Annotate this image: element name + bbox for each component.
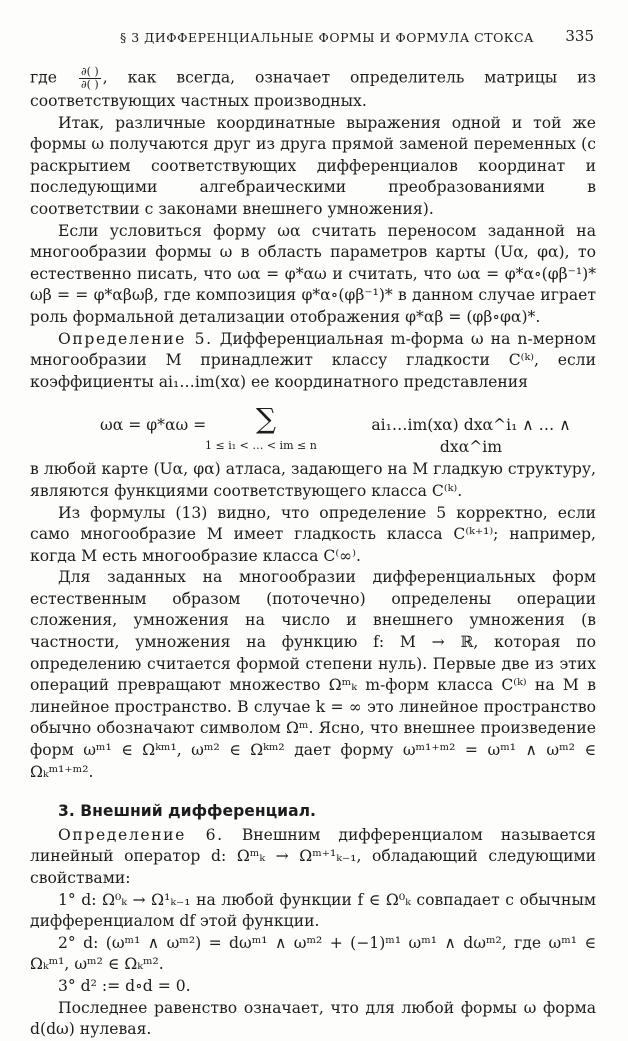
coordinate-formula: ωα = φ*αω = ∑ 1 ≤ i₁ < … < im ≤ n ai₁…im(xα) dxα^i₁ ∧ … ∧ dxα^im <box>100 402 571 456</box>
definition-6: Определение 6. Внешним дифференциалом называется линейный оператор d: Ωᵐₖ → Ωᵐ⁺¹ₖ₋₁, обладающий следующими свойствами: <box>30 825 596 887</box>
paragraph-4: в любой карте (Uα, φα) атласа, задающего на M гладкую структуру, являются функциями соответствующего класса C⁽ᵏ⁾. <box>30 460 596 500</box>
property-2: 2° d: (ωᵐ¹ ∧ ωᵐ²) = dωᵐ¹ ∧ ωᵐ² + (−1)ᵐ¹ ωᵐ¹ ∧ dωᵐ², где ωᵐ¹ ∈ Ωₖᵐ¹, ωᵐ² ∈ Ωₖᵐ². <box>30 933 596 974</box>
paragraph-7: Последнее равенство означает, что для любой формы ω форма d(dω) нулевая. <box>30 998 596 1039</box>
paragraph-1: где $\frac{\partial( )}{\partial( )}$ , как всегда, означает определитель матрицы из соответствующих частных производных. <box>30 65 596 110</box>
page-number: 335 <box>565 27 594 45</box>
section-title: 3. Внешний дифференциал. <box>58 802 316 821</box>
property-1: 1° d: Ω⁰ₖ → Ω¹ₖ₋₁ на любой функции f ∈ Ω⁰ₖ совпадает с обычным дифференциалом df этой функции. <box>30 890 596 931</box>
paragraph-6: Для заданных на многообразии дифференциальных форм естественным образом (поточечно) определены операции сложения, умножения на число и внешнего умножения (в частности, умножения на функцию f: M → ℝ, которая по определению считается формой степени нуль). Первые две из этих операций превращают множество Ωᵐₖ m-форм класса C⁽ᵏ⁾ на M в линейное пространство. В случае k = ∞ это линейное пространство обычно обозначают символом Ωᵐ. Ясно, что внешнее произведение форм ωᵐ¹ ∈ Ωᵏᵐ¹, ωᵐ² ∈ Ωᵏᵐ² дает форму ωᵐ¹⁺ᵐ² = ωᵐ¹ ∧ ωᵐ² ∈ Ωₖᵐ¹⁺ᵐ². <box>30 568 596 781</box>
paragraph-2: Итак, различные координатные выражения одной и той же формы ω получаются друг из друга прямой заменой переменных (с раскрытием соответствующих дифференциалов координат и последующими алгебраическими преобразованиями в соответствии с законами внешнего умножения). <box>30 113 596 218</box>
sum-sign: ∑ <box>256 402 276 436</box>
paragraph-5: Из формулы (13) видно, что определение 5 корректно, если само многообразие M имеет гладкость класса C⁽ᵏ⁺¹⁾; например, когда M есть многообразие класса C⁽∞⁾. <box>30 503 596 565</box>
definition-5: Определение 5. Дифференциальная m-форма ω на n-мерном многообразии M принадлежит классу гладкости C⁽ᵏ⁾, если коэффициенты ai₁…im(xα) ее координатного представления <box>30 329 596 391</box>
jacobian-fraction: $\frac{\partial( )}{\partial( )}$ <box>80 65 99 91</box>
running-header: § 3 ДИФФЕРЕНЦИАЛЬНЫЕ ФОРМЫ И ФОРМУЛА СТОКСА <box>120 30 535 45</box>
property-3: 3° d² := d∘d = 0. <box>58 976 191 995</box>
page-body <box>30 66 596 1041</box>
paragraph-3: Если условиться форму ωα считать переносом заданной на многообразии формы ω в область параметров карты (Uα, φα), то естественно писать, что ωα = φ*αω и считать, что ωα = φ*α∘(φβ⁻¹)* ωβ = = φ*αβωβ, где композиция φ*α∘(φβ⁻¹)* в данном случае играет роль формальной детализации отображения φ*αβ = (φβ∘φα)*. <box>30 221 596 326</box>
